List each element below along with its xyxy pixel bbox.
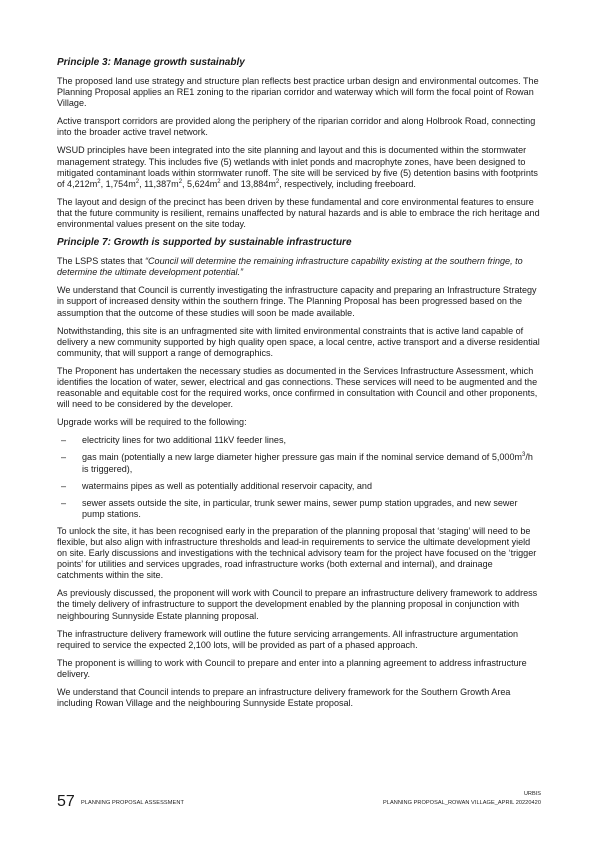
paragraph: Upgrade works will be required to the following: [57, 417, 247, 428]
paragraph: The proposed land use strategy and structure plan reflects best practice urban design and environmental outcomes. The Planning Proposal applies an RE1 zoning to the riparian corridor and waterway which will form the focal point of Rowan Village. [57, 76, 539, 109]
dash-bullet: – [61, 480, 67, 491]
footer-section-title: PLANNING PROPOSAL ASSESSMENT [81, 800, 184, 806]
paragraph: The proponent is willing to work with Council to prepare and enter into a planning agreement to address infrastructure delivery. [57, 657, 527, 679]
dash-bullet: – [61, 497, 67, 508]
paragraph-wsud: WSUD principles have been integrated into the site planning and layout and this is documented within the stormwater management strategy. This includes five (5) wetlands with inlet ponds and macrophyte zones, have been designed to mitigated contaminant loads within stormwater runoff. The site will be serviced by five (5) detention basins with footprints of $4,212m^2$, $1,754m^2$, $11,387m^2$, $5,624m^2$ and $13,884m^2$, respectively, including freeboard. [57, 145, 538, 189]
page-number: 57 [57, 793, 75, 810]
dash-bullet: – [61, 452, 67, 463]
footer-document-title: PLANNING PROPOSAL_ROWAN VILLAGE_APRIL 20220420 [383, 800, 541, 806]
list-item: – electricity lines for two additional 11kV feeder lines, [61, 435, 286, 446]
paragraph: The infrastructure delivery framework will outline the future servicing arrangements. All infrastructure argumentation required to service the expected 2,100 lots, will be provided as part of a phased approach. [57, 628, 519, 650]
section-heading-principle-3: Principle 3: Manage growth sustainably [57, 57, 245, 68]
paragraph-lsps-quote: The LSPS states that “Council will determine the remaining infrastructure capability existing at the southern fringe, to determine the ultimate development potential.” [57, 256, 523, 278]
list-item: – sewer assets outside the site, in particular, trunk sewer mains, sewer pump station upgrades, and new sewer pump stations. [61, 497, 518, 519]
paragraph: To unlock the site, it has been recognised early in the preparation of the planning proposal that ‘staging’ will need to be flexible, but also align with infrastructure thresholds and lead-in requirements to service the ultimate development yield on site. Early discussions and investigations with the technical advisory team for the project have focused on the ‘trigger points’ for utilities and services upgrades, road infrastructure works (both external and internal), and drainage catchments within the site. [57, 525, 537, 581]
footer-brand: URBIS [523, 791, 541, 797]
paragraph: We understand that Council intends to prepare an infrastructure delivery framework for the Southern Growth Area including Rowan Village and the neighbouring Sunnyside Estate proposal. [57, 687, 511, 709]
paragraph: Notwithstanding, this site is an unfragmented site with limited environmental constraints that is active land capable of delivery a new community supported by high quality open space, a local centre, active transport and a diverse residential community, that will support a range of demographics. [57, 325, 540, 358]
list-item: – watermains pipes as well as potentially additional reservoir capacity, and [61, 480, 372, 491]
paragraph: The Proponent has undertaken the necessary studies as documented in the Services Infrastructure Assessment, which identifies the location of water, sewer, electrical and gas connections. These services will need to be augmented and the reasonable and equitable cost for the required works, once confirmed in consultation with Council and other proponents, will need to be considered by the developer. [57, 365, 538, 410]
paragraph: As previously discussed, the proponent will work with Council to prepare an infrastructure delivery framework to address the timely delivery of infrastructure to support the development enabled by the planning proposal in conjunction with neighbouring Sunnyside Estate planning proposal. [57, 588, 538, 621]
paragraph: Active transport corridors are provided along the periphery of the riparian corridor and along Holbrook Road, connecting into the broader active travel network. [57, 116, 536, 138]
upgrade-works-list [57, 435, 541, 520]
paragraph: We understand that Council is currently investigating the infrastructure capacity and preparing an Infrastructure Strategy in support of increased density within the southern fringe. The Planning Proposal has been progressed based on the assumption that the outcome of these studies will soon be made available. [57, 285, 537, 318]
dash-bullet: – [61, 435, 67, 446]
section-heading-principle-7: Principle 7: Growth is supported by sustainable infrastructure [57, 237, 352, 249]
page-content [57, 57, 541, 716]
lsps-quote: “Council will determine the remaining infrastructure capability existing at the southern fringe, to determine the ultimate development potential.” [57, 256, 523, 278]
list-item: – gas main (potentially a new large diameter higher pressure gas main if the nominal service demand of $5,000m^3/h$ is triggered), [61, 452, 533, 474]
paragraph: The layout and design of the precinct has been driven by these fundamental and core environmental features to ensure that the future community is resilient, remains unaffected by natural hazards and is able to embrace the rich heritage and environmental values present on the site today. [57, 196, 540, 230]
page-footer [57, 792, 541, 816]
